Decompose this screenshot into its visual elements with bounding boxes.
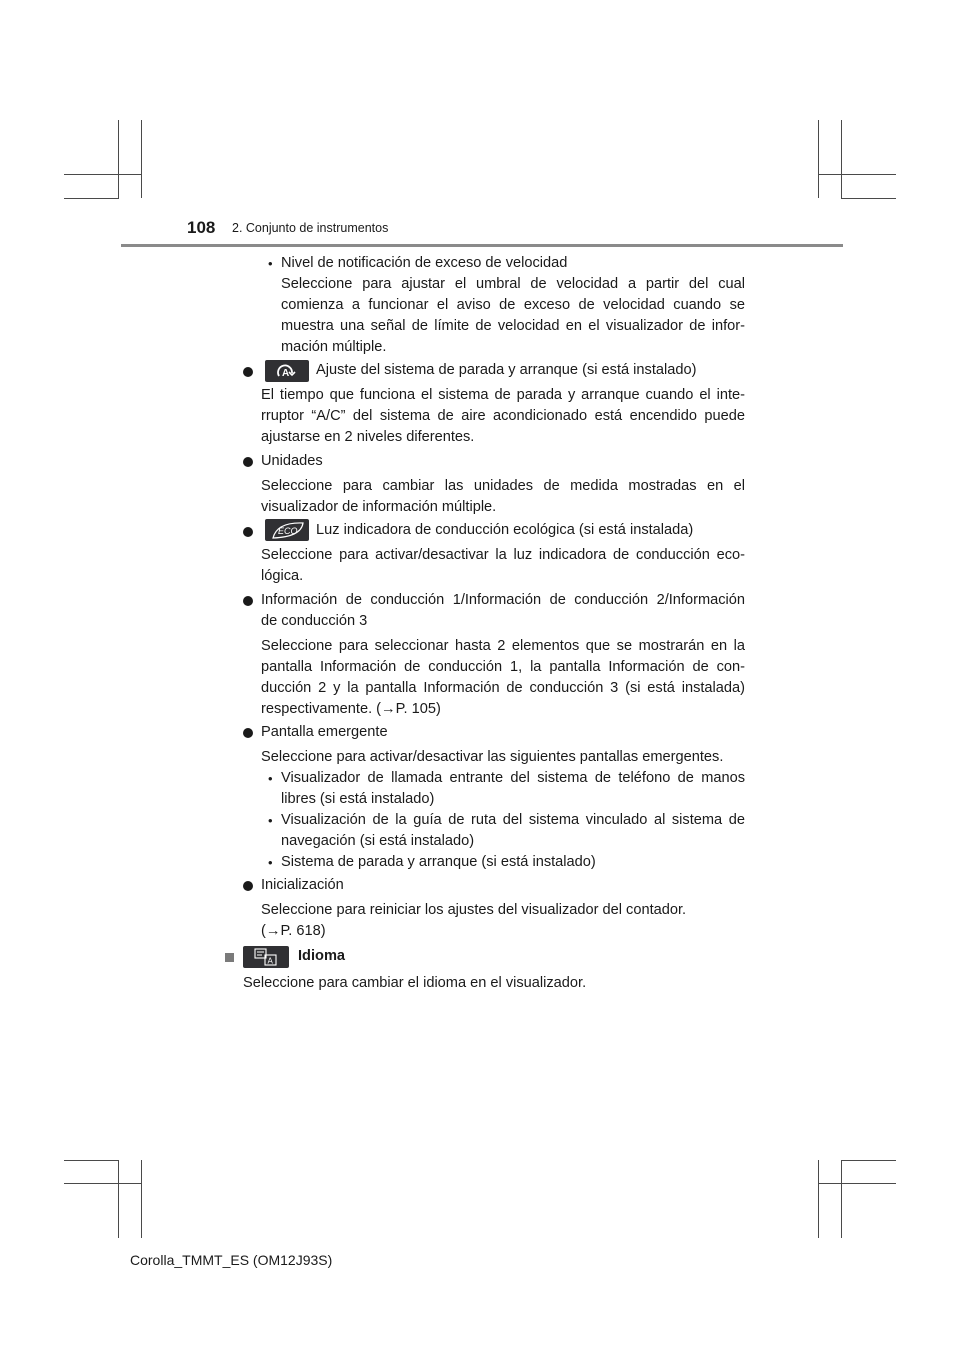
section-heading: Luz indicadora de conducción ecológica (si está instalada): [316, 522, 694, 538]
body-text: Sistema de parada y arranque (si está instalado): [281, 854, 596, 870]
body-text: navegación (si está instalado): [281, 833, 475, 849]
language-setting-icon: [243, 946, 289, 968]
crop-mark: [118, 1160, 119, 1238]
eco-icon-text: ECO: [278, 526, 298, 536]
crop-mark: [818, 1160, 819, 1238]
crop-mark: [841, 120, 842, 198]
bullet-dot: [243, 728, 253, 738]
sub-item-title: Nivel de notificación de exceso de velocidad: [281, 255, 568, 271]
crop-mark: [64, 198, 119, 199]
svg-text:A: A: [282, 368, 290, 379]
stop-start-system-icon: [265, 360, 309, 382]
bullet-dot: [243, 457, 253, 467]
crop-mark: [841, 1160, 896, 1161]
bullet-dot: [243, 596, 253, 606]
body-text: Seleccione para activar/desactivar la luz indicadora de conducción eco-: [261, 547, 745, 563]
body-text: respectivamente. (→P. 105): [261, 701, 441, 717]
eco-indicator-icon: [265, 519, 309, 541]
body-text: Seleccione para reiniciar los ajustes del visualizador del contador.: [261, 902, 687, 918]
body-text: ajustarse en 2 niveles diferentes.: [261, 429, 475, 445]
crop-mark: [141, 120, 142, 198]
section-heading: Pantalla emergente: [261, 724, 388, 740]
body-text: (→P. 618): [261, 923, 326, 939]
section-heading: de conducción 3: [261, 613, 368, 629]
subsection-heading: Idioma: [298, 948, 346, 964]
body-text: El tiempo que funciona el sistema de parada y arranque cuando el inte-: [261, 387, 745, 403]
section-heading: Información de conducción 1/Información de conducción 2/Información: [261, 592, 745, 608]
bullet-dot: [243, 367, 253, 377]
body-text: lógica.: [261, 568, 304, 584]
crop-mark: [841, 198, 896, 199]
sub-bullet: •: [268, 256, 273, 271]
crop-mark: [818, 1183, 896, 1184]
section-heading: Ajuste del sistema de parada y arranque (si está instalado): [316, 362, 697, 378]
section-heading: Inicialización: [261, 877, 344, 893]
sub-bullet: •: [268, 771, 273, 786]
bullet-dot: [243, 881, 253, 891]
crop-mark: [64, 174, 142, 175]
crop-mark: [818, 120, 819, 198]
body-text: Visualización de la guía de ruta del sistema vinculado al sistema de: [281, 812, 745, 828]
crop-mark: [118, 120, 119, 198]
document-id: Corolla_TMMT_ES (OM12J93S): [130, 1252, 333, 1268]
body-text: Visualizador de llamada entrante del sistema de teléfono de manos: [281, 770, 745, 786]
body-text: Seleccione para cambiar las unidades de medida mostradas en el: [261, 478, 745, 494]
body-text: comienza a funcionar el aviso de exceso de velocidad cuando se: [281, 297, 745, 313]
svg-text:A: A: [267, 956, 273, 966]
sub-bullet: •: [268, 813, 273, 828]
body-text: mación múltiple.: [281, 339, 387, 355]
bullet-dot: [243, 527, 253, 537]
body-text: rruptor “A/C” del sistema de aire acondicionado está encendido puede: [261, 408, 745, 424]
section-heading: Unidades: [261, 453, 323, 469]
body-text: libres (si está instalado): [281, 791, 435, 807]
square-bullet: [225, 953, 234, 962]
body-text: pantalla Información de conducción 1, la pantalla Información de con-: [261, 659, 745, 675]
body-text: Seleccione para ajustar el umbral de velocidad a partir del cual: [281, 276, 745, 292]
crop-mark: [841, 1160, 842, 1238]
body-text: visualizador de información múltiple.: [261, 499, 497, 515]
crop-mark: [64, 1160, 119, 1161]
body-text: Seleccione para cambiar el idioma en el visualizador.: [243, 975, 587, 991]
body-text: Seleccione para seleccionar hasta 2 elementos que se mostrarán en la: [261, 638, 745, 654]
crop-mark: [141, 1160, 142, 1238]
crop-mark: [64, 1183, 142, 1184]
section-title: 2. Conjunto de instrumentos: [232, 221, 389, 235]
sub-bullet: •: [268, 855, 273, 870]
body-text: muestra una señal de límite de velocidad en el visualizador de infor-: [281, 318, 745, 334]
crop-mark: [818, 174, 896, 175]
header-rule: [121, 244, 843, 247]
body-text: ducción 2 y la pantalla Información de conducción 3 (si está instalada): [261, 680, 745, 696]
page-number: 108: [187, 218, 216, 237]
body-text: Seleccione para activar/desactivar las siguientes pantallas emergentes.: [261, 749, 724, 765]
